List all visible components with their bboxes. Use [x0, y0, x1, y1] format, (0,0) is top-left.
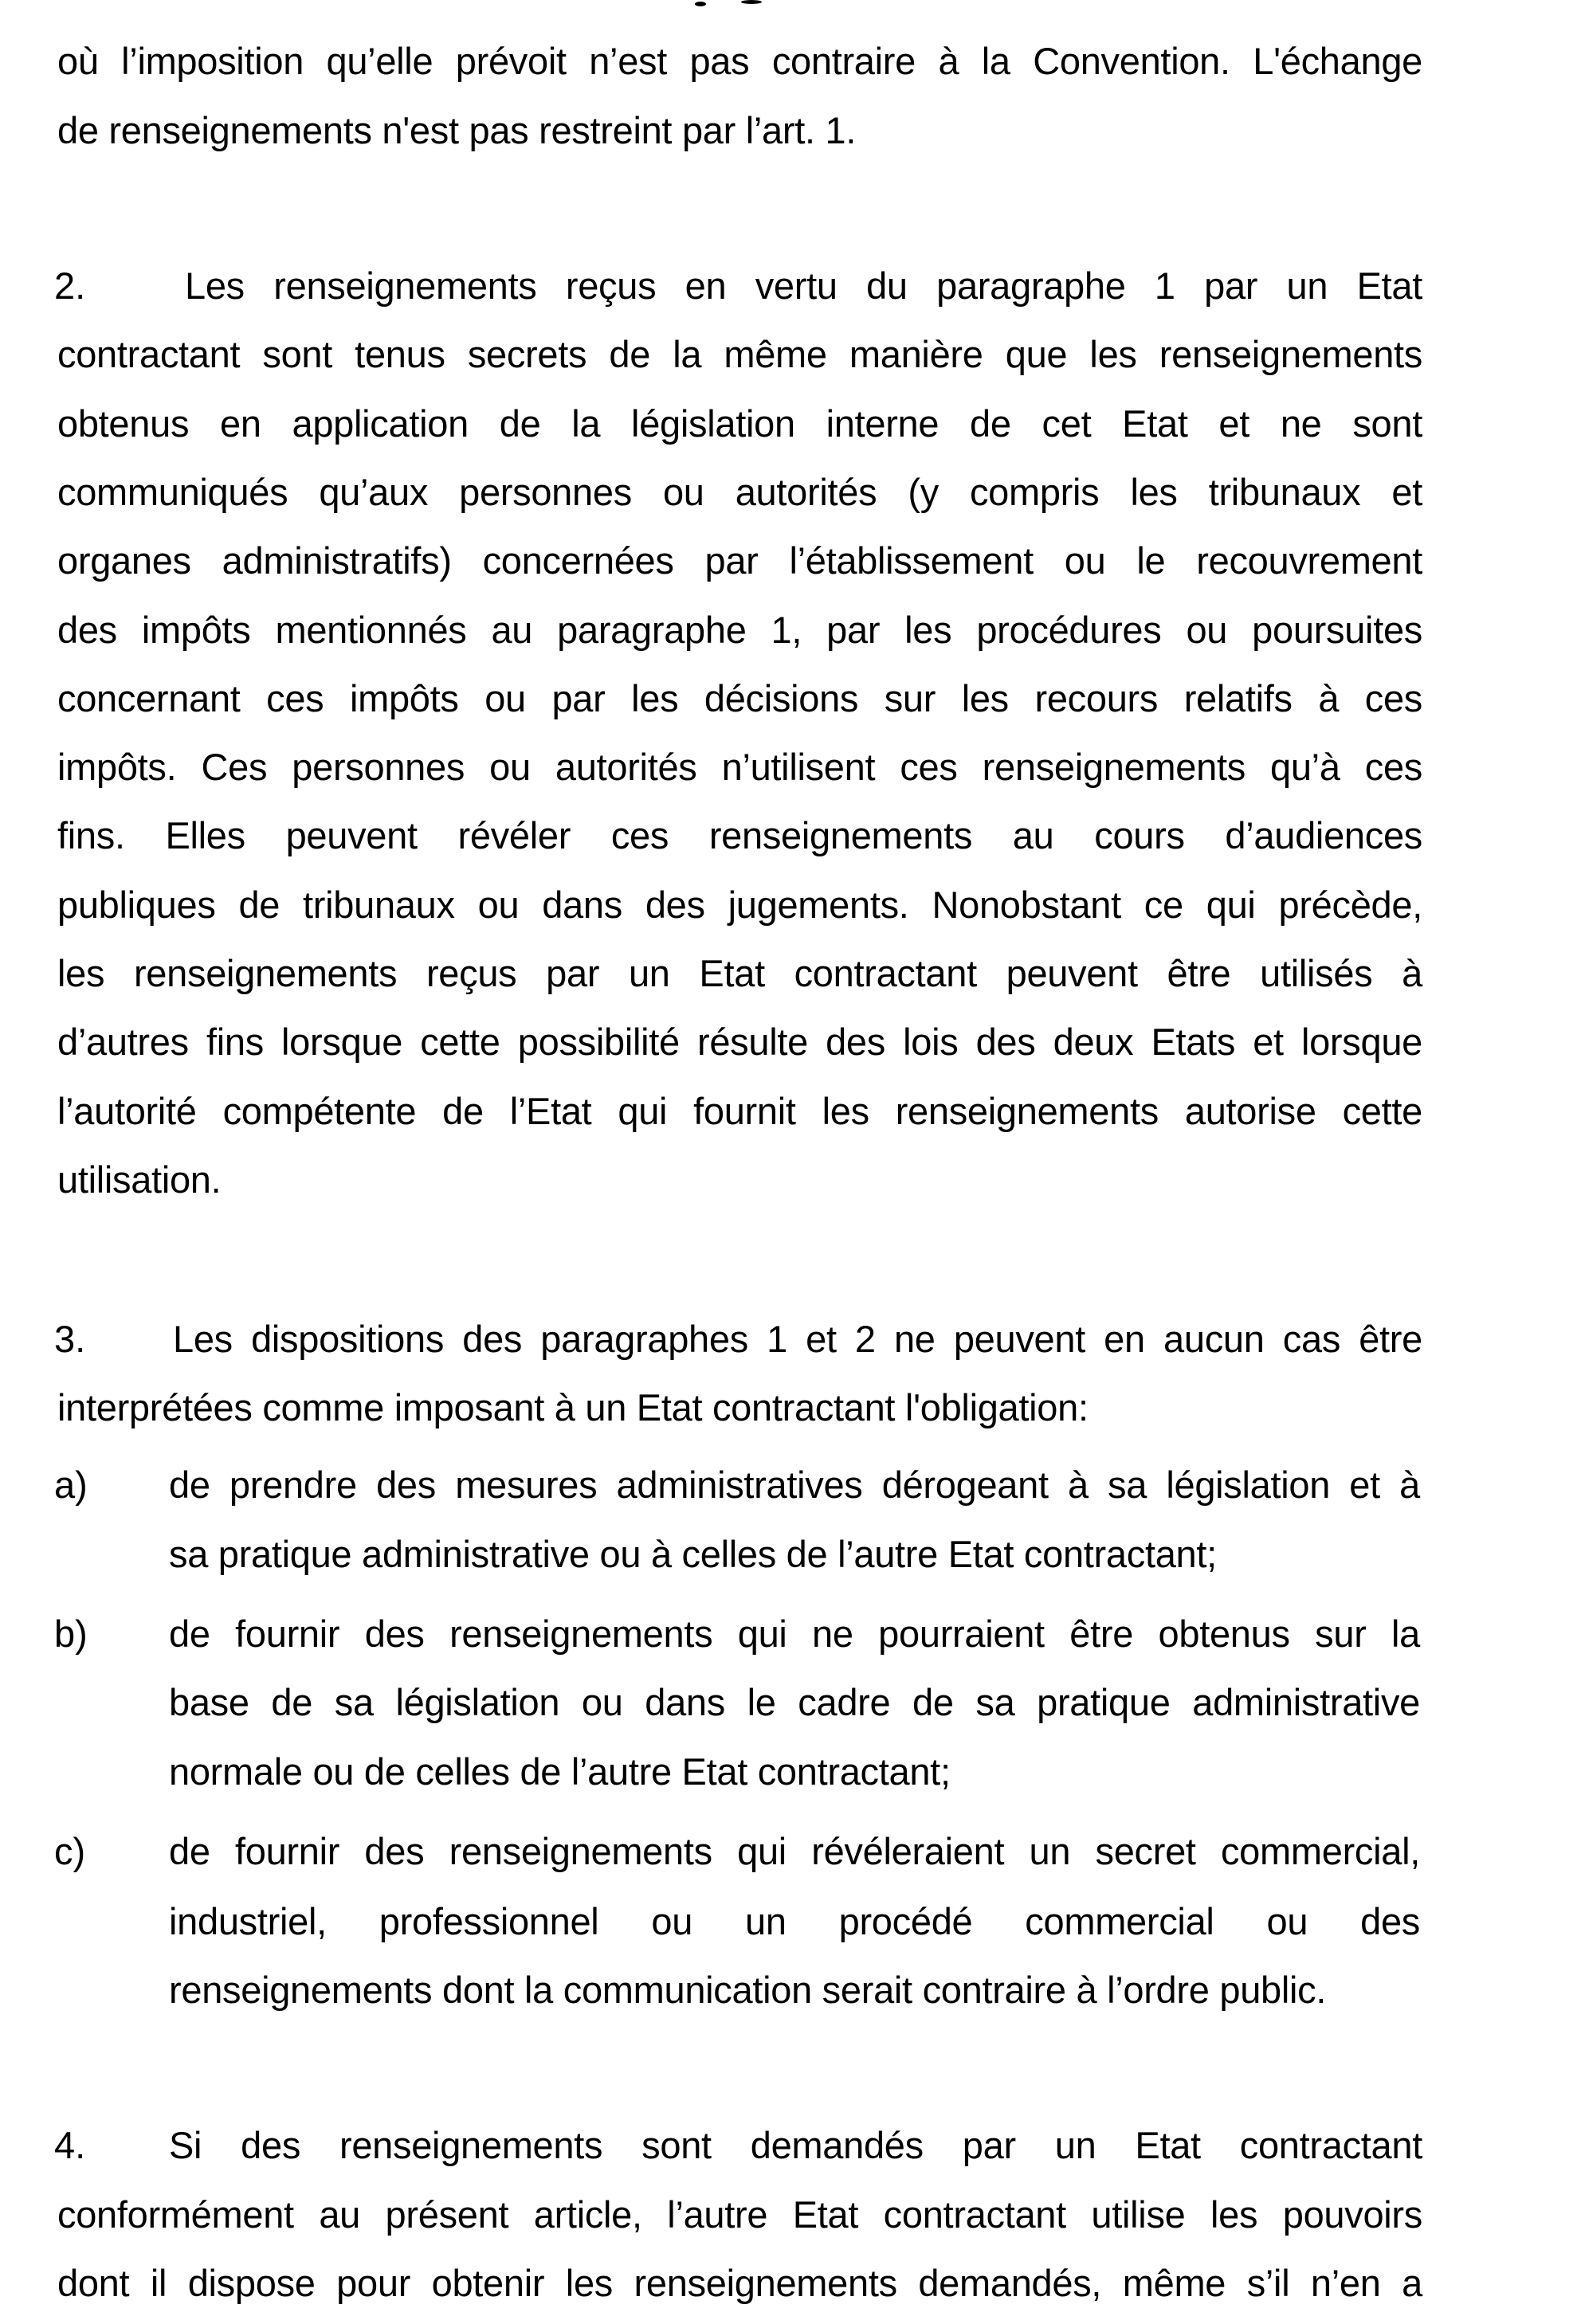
- paragraph-line: utilisation.: [57, 1158, 222, 1201]
- paragraph-lead-line: Les dispositions des paragraphes 1 et 2 ne peuvent en aucun cas être: [173, 1318, 1422, 1360]
- paragraph-line: obtenus en application de la législation interne de cet Etat et ne sont: [57, 402, 1422, 445]
- paragraph-line: où l’imposition qu’elle prévoit n’est pas contraire à la Convention. L'échange: [57, 40, 1422, 82]
- paragraph-line: interprétées comme imposant à un Etat contractant l'obligation:: [57, 1386, 1089, 1428]
- list-marker: b): [54, 1613, 88, 1655]
- paragraph-line: dont il dispose pour obtenir les renseignements demandés, même s’il n’en a: [57, 2262, 1422, 2304]
- paragraph-line: contractant sont tenus secrets de la même manière que les renseignements: [57, 333, 1422, 375]
- paragraph-line: communiqués qu’aux personnes ou autorités (y compris les tribunaux et: [57, 471, 1422, 513]
- list-item-line: sa pratique administrative ou à celles de l’autre Etat contractant;: [169, 1533, 1217, 1575]
- list-item-line: normale ou de celles de l’autre Etat contractant;: [169, 1750, 951, 1793]
- paragraph-lead-line: Si des renseignements sont demandés par un Etat contractant: [169, 2124, 1422, 2166]
- paragraph-line: concernant ces impôts ou par les décisions sur les recours relatifs à ces: [57, 677, 1422, 719]
- paragraph-number: 3.: [54, 1318, 86, 1360]
- paragraph-line: d’autres fins lorsque cette possibilité résulte des lois des deux Etats et lorsque: [57, 1021, 1422, 1063]
- list-item-line: de fournir des renseignements qui ne pourraient être obtenus sur la: [169, 1613, 1420, 1655]
- list-marker: a): [54, 1464, 88, 1506]
- header-fragment-mark: [741, 0, 762, 4]
- list-item-line: base de sa législation ou dans le cadre de sa pratique administrative: [169, 1681, 1420, 1723]
- list-item-line: industriel, professionnel ou un procédé commercial ou des: [169, 1900, 1420, 1942]
- list-marker: c): [54, 1830, 86, 1872]
- paragraph-line: l’autorité compétente de l’Etat qui fournit les renseignements autorise cette: [57, 1090, 1422, 1132]
- list-item-line: de fournir des renseignements qui révéleraient un secret commercial,: [169, 1830, 1420, 1872]
- paragraph-number: 2.: [54, 265, 86, 307]
- list-item-line: de prendre des mesures administratives dérogeant à sa législation et à: [169, 1464, 1420, 1506]
- header-fragment-mark: [695, 2, 706, 6]
- paragraph-line: conformément au présent article, l’autre Etat contractant utilise les pouvoirs: [57, 2193, 1422, 2236]
- paragraph-lead-line: Les renseignements reçus en vertu du paragraphe 1 par un Etat: [185, 265, 1422, 307]
- list-item-line: renseignements dont la communication serait contraire à l’ordre public.: [169, 1969, 1327, 2011]
- paragraph-line: organes administratifs) concernées par l’établissement ou le recouvrement: [57, 539, 1422, 582]
- paragraph-number: 4.: [54, 2124, 86, 2166]
- paragraph-line: les renseignements reçus par un Etat contractant peuvent être utilisés à: [57, 952, 1422, 994]
- paragraph-line: de renseignements n'est pas restreint par l’art. 1.: [57, 109, 857, 151]
- paragraph-line: fins. Elles peuvent révéler ces renseignements au cours d’audiences: [57, 814, 1422, 856]
- paragraph-line: impôts. Ces personnes ou autorités n’utilisent ces renseignements qu’à ces: [57, 746, 1422, 788]
- paragraph-line: des impôts mentionnés au paragraphe 1, par les procédures ou poursuites: [57, 609, 1422, 651]
- paragraph-line: publiques de tribunaux ou dans des jugements. Nonobstant ce qui précède,: [57, 884, 1422, 926]
